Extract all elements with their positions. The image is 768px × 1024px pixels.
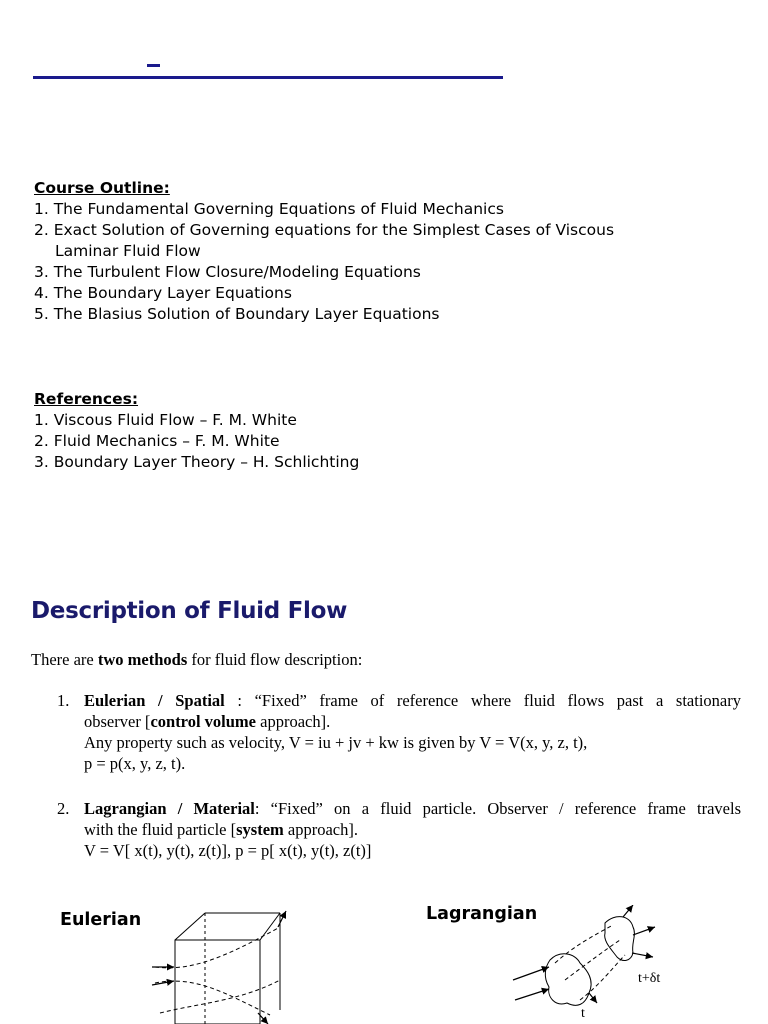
item-text: : “Fixed” on a fluid particle. Observer / reference frame travels bbox=[254, 799, 741, 818]
item-line bbox=[84, 711, 741, 732]
item-line bbox=[84, 819, 741, 840]
section-title: Description of Fluid Flow bbox=[31, 598, 348, 624]
lagrangian-particle-figure bbox=[505, 905, 675, 1024]
list-item: 1. The Fundamental Governing Equations of Fluid Mechanics bbox=[34, 200, 504, 218]
item-body bbox=[84, 690, 741, 774]
intro-paragraph bbox=[31, 649, 362, 670]
item-line: V = V[ x(t), y(t), z(t)], p = p[ x(t), y(t), z(t)] bbox=[84, 841, 372, 860]
item-bold: system bbox=[236, 820, 284, 839]
item-bold: Lagrangian / Material bbox=[84, 799, 255, 818]
eulerian-figure-label: Eulerian bbox=[60, 910, 142, 930]
references bbox=[34, 389, 359, 473]
item-line: Any property such as velocity, V = iu + jv + kw is given by V = V(x, y, z, t), bbox=[84, 733, 588, 752]
references-heading: References: bbox=[34, 390, 139, 408]
item-bold: Eulerian / Spatial bbox=[84, 691, 225, 710]
item-text: : “Fixed” frame of reference where fluid flows past a stationary bbox=[224, 691, 741, 710]
lagrangian-figure-label: Lagrangian bbox=[426, 904, 538, 924]
item-text: with the fluid particle [ bbox=[84, 820, 237, 839]
item-bold: control volume bbox=[150, 712, 256, 731]
time-label-tdt: t+δt bbox=[638, 971, 661, 986]
list-item: 3. Boundary Layer Theory – H. Schlichting bbox=[34, 453, 360, 471]
time-label-t: t bbox=[581, 1006, 585, 1021]
item-line: p = p(x, y, z, t). bbox=[84, 754, 186, 773]
list-item: 2. Exact Solution of Governing equations for the Simplest Cases of Viscous bbox=[34, 221, 615, 239]
list-item: 3. The Turbulent Flow Closure/Modeling Equations bbox=[34, 263, 421, 281]
title-dash bbox=[147, 64, 160, 67]
list-item: 1. Viscous Fluid Flow – F. M. White bbox=[34, 411, 297, 429]
title-underline bbox=[33, 76, 503, 79]
list-item: 5. The Blasius Solution of Boundary Layer Equations bbox=[34, 305, 440, 323]
item-text: approach]. bbox=[256, 712, 331, 731]
item-body bbox=[84, 798, 741, 861]
course-outline bbox=[34, 178, 614, 325]
intro-text: There are bbox=[31, 650, 98, 669]
eulerian-control-volume-figure bbox=[150, 905, 300, 1024]
intro-text-end: for fluid flow description: bbox=[187, 650, 363, 669]
item-number: 2. bbox=[57, 799, 70, 818]
item-text: approach]. bbox=[283, 820, 358, 839]
course-outline-heading: Course Outline: bbox=[34, 179, 170, 197]
item-line bbox=[84, 690, 741, 711]
list-item: Laminar Fluid Flow bbox=[55, 242, 201, 260]
item-line bbox=[84, 798, 741, 819]
intro-bold: two methods bbox=[97, 650, 188, 669]
list-item: 4. The Boundary Layer Equations bbox=[34, 284, 292, 302]
item-number: 1. bbox=[57, 691, 70, 710]
list-item: 2. Fluid Mechanics – F. M. White bbox=[34, 432, 280, 450]
item-text: observer [ bbox=[84, 712, 151, 731]
